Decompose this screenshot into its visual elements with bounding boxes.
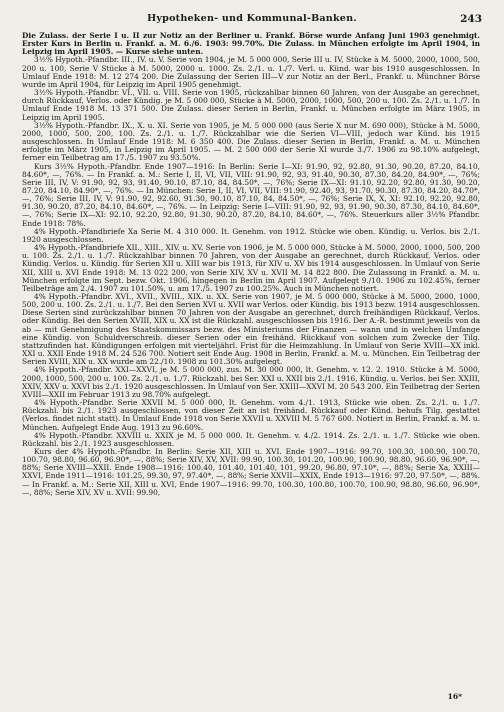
paragraph: 4% Hypoth.-Pfandbr. XXI—XXVI, je M. 5 000 000, zus. M. 30 000 000, lt. Genehm. v. 12. 2. 1910. Stücke à M. 5000, 2000, 1000, 500, 200 u. 100. Zs. 2./1. u. 1./7. Rückzahl. bei Ser. XXI u. XXII bis 2./1. 1916, Kündig. u. Verlos. bei Ser. XXIII, XXIV, XXV u. XXVI bis 2./1. 1920 ausgeschlossen. In Umlauf von Ser. XXIII—XXVI M. 20 543 200. Ein Teilbetrag der Serien XVIII—XXII im Februar 1913 zu 98.70% aufgelegt. xyxy=(22,365,480,399)
page-number: 243 xyxy=(460,13,482,25)
paragraph: 4% Hypoth.-Pfandbr. XXVIII u. XXIX je M. 5 000 000. It. Genehm. v. 4./2. 1914. Zs. 2./1. u. 1./7. Stücke wie oben. Rückzahl. bis 2./1. 1923 ausgeschlossen. xyxy=(22,430,480,448)
paragraph: 4% Hypoth.-Pfandbriefe XII., XIII., XIV. u. XV. Serie von 1906, je M. 5 000 000, Stücke à M. 5000, 2000, 1000, 500, 200 u. 100. Zs. 2./1. u. 1./7. Rückzahlbar binnen 70 Jahren, von der Ausgabe an gerechnet, durch Rückkauf, Verlos. oder Kündig. Verlos. u. Kündig. für Serien XII u. XIII war bis 1913, für XIV u. XV bis 1914 ausgeschlossen. In Umlauf von Serie XII, XIII u. XVI Ende 1918: M. 13 022 200, von Serie XIV, XV u. XVII M. 14 822 800. Die Zulassung in Frankf. a. M. u. München erfolgte im Sept. bezw. Okt. 1906, hingegen in Berlin im April 1907. Aufgelegt 9./10. 1906 zu 102.45%, ferner Teilbeträge am 2./4. 1907 zu 101.50%, u. am 17./5. 1907 zu 100.25%. Auch in München notiert. xyxy=(22,243,480,293)
paragraph: 3½% Hypoth.-Pfandbr. VI., VII. u. VIII. Serie von 1905, rückzahlbar binnen 60 Jahren, von der Ausgabe an gerechnet, durch Rückkauf, Verlos. oder Kündig. je M. 5 000 000, Stücke à M. 5000, 2000, 1000, 500, 200 u. 100. Zs. 2./1. u. 1./7. In Umlauf Ende 1918 M. 13 371 500. Die Zulass. dieser Serien in Berlin, Frankf. u. München erfolgte im März 1905, in Leipzig im April 1905. xyxy=(22,88,480,122)
document-body xyxy=(22,32,480,688)
paragraph: 4% Hypoth.-Pfandbr. XVI., XVII., XVIII., XIX. u. XX. Serie von 1907, je M. 5 000 000, Stücke à M. 5000, 2000, 1000, 500, 200 u. 100. Zs. 2./1. u. 1./7. Bei den Serien XVI u. XVII war Verlos. oder Kündig. bis 1913 bezw. 1914 ausgeschlossen. Diese Serien sind zurückzahlbar binnen 70 Jahren von der Ausgabe an gerechnet, durch freihändigen Rückkauf, Verlos. oder Kündig. Bei den Serien XVIII, XIX u. XX ist die Rückzahl. ausgeschlossen bis 1916. Der A.-R. bestimmt jeweils von da ab — mit Genehmigung des Staatskommissars bezw. des Ministeriums der Finanzen — wann und in welchen Umfange eine Kündig. von Schuldverschreib. dieser Serien oder ein freihänd. Rückkauf von solchen zum Zwecke der Tilg. stattzufinden hat. Kündigungen erfolgen mit vierteljährl. Frist für die Heimzahlung. In Umlauf von Serie XVIII—XX inkl. XXI u. XXII Ende 1918 M. 24 526 700. Notiert seit Ende Aug. 1908 in Berlin, Frankf. a. M. u. München. Ein Teilbetrag der Serien XVIII, XIX u. XX wurde am 22./10. 1908 zu 101.30% aufgelegt. xyxy=(22,292,480,367)
page-header-title: Hypotheken- und Kommunal-Banken. xyxy=(147,13,357,24)
paragraph: Kurs der 4% Hypoth.-Pfandbr. In Berlin: Serie XII, XIII u. XVI. Ende 1907—1916: 99.70, 100.30, 100.90, 100.70, 100.70, 98.80, 96.60, 96.90*, —, 88%; Serie XIV, XV, XVII: 99.90, 100.30, 101.20, 100.90, 100.90, 98.80, 96.60, 96.90*, —, 88%; Serie XVIII—XXII. Ende 1908—1916: 100.40, 101.40, 101.40, 101, 99.20, 96.80, 97.10*, —, 88%; Serie Xa, XXIII—XXVI, Ende 1911—1916: 101.25, 99.30, 97, 97.40*, —, 88%; Serie XXVII—XXIX, Ende 1913—1916: 97.20, 97.50*, —, 88%. — In Frankf. a. M.: Serie XII, XIII u. XVI, Ende 1907—1916: 99.70, 100.30, 100.80, 100.70, 100.90, 98.80, 96.60, 96.90*, —, 88%; Serie XIV, XV u. XVII: 99.90, xyxy=(22,446,480,497)
paragraph: 3½% Hypoth.-Pfandbr. III., IV. u. V. Serie von 1904, je M. 5 000 000, Serie III u. IV, Stücke à M. 5000, 2000, 1000, 500, 200 u. 100, Serie V Stücke à M. 5000, 2000 u. 1000. Zs. 2./1. u. 1./7. Verl. u. Künd. war bis 1910 ausgeschlossen. In Umlauf Ende 1918: M. 12 274 200. Die Zulassung der Serien III—V zur Notiz an der Berl., Frankf. u. Münchner Börse wurde im April 1904, für Leipzig im April 1905 genehmigt. xyxy=(22,55,480,89)
paragraph: 4% Hypoth.-Pfandbr. Serie XXVII M. 5 000 000, It. Genehm. vom 4./1. 1913, Stücke wie oben. Zs. 2./1. u. 1./7. Rückzahl. bis 2./1. 1923 ausgeschlossen, von dieser Zeit an ist freihänd. Rückkauf oder Künd. behufs Tilg. gestattet (Verlos. findet nicht statt). In Umlauf Ende 1918 von Serie XXVII u. XXVIII M. 5 767 600. Notiert in Berlin, Frankf. a. M. u. München. Aufgelegt Ende Aug. 1913 zu 96.60%. xyxy=(22,398,480,432)
paragraph: 4% Hypoth.-Pfandbriefe Xa Serie M. 4 310 000. It. Genehm. von 1912. Stücke wie oben. Kündig. u. Verlos. bis 2./1. 1920 ausgeschlossen. xyxy=(22,226,480,244)
sheet-signature: 16* xyxy=(447,692,462,701)
paragraph: 3½% Hypoth.-Pfandbr. IX., X. u. XI. Serie von 1905, je M. 5 000 000 (aus Serie X nur M. 690 000), Stücke à M. 5000, 2000, 1000, 500, 200, 100. Zs. 2./1. u. 1./7. Rückzahlbar wie die Serien VI—VIII, jedoch war Künd. bis 1915 ausgeschlossen. In Umlauf Ende 1918: M. 6 350 400. Die Zulass. dieser Serien in Berlin, Frankf. a. M. u. München erfolgte im März 1905, in Leipzig im April 1905. — M. 2 500 000 der Serie XI wurde 3./7. 1906 zu 98.10% aufgelegt, ferner ein Teilbetrag am 17./5. 1907 zu 93.50%. xyxy=(22,120,480,163)
paragraph: Die Zulass. der Serie I u. II zur Notiz an der Berliner u. Frankf. Börse wurde Anfang Juni 1903 genehmigt. Erster Kurs in Berlin u. Frankf. a. M. 6./6. 1903: 99.70%. Die Zulass. in München erfolgte im April 1904, in Leipzig im April 1905. — Kurse siehe unten. xyxy=(22,32,480,57)
running-header xyxy=(0,13,504,25)
paragraph: Kurs 3½% Hypoth.-Pfandbr. Ende 1907—1916: In Berlin: Serie I—XI: 91.90, 92, 92.80, 91.30, 90.20, 87.20, 84.10, 84.60*, —, 76%. — In Frankf. a. M.: Serie I, II, VI, VII, VIII: 91.90, 92, 93, 91.40, 90.30, 87.30, 84.20, 84.90*, —, 76%; Serie III, IV, V: 91.90, 92, 93, 91.40, 90.10, 87.10, 84, 84.50*, —, 76%; Serie IX—XI: 91.10, 92.20, 92.80, 91.30, 90.20, 87.20, 84.10, 84.90*, —, 76%. — In München: Serie I, II, VI, VII, VIII: 91.90, 92.40, 93, 91.70, 90.30, 87.30, 84.20, 84.70*, —, 76%; Serie III, IV, V: 91.90, 92, 92.60, 91.30, 90.10, 87.10, 84, 84.50*, —, 76%; Serie IX, X, XI: 92.10, 92.20, 92.80, 91.30, 90.20, 87.20, 84.10, 84.60*, —, 76%. — In Leipzig: Serie I—VIII: 91.90, 92, 93, 91.90, 90.30, 87.30, 84.10, 84.60*, —, 76%; Serie IX—XI: 92.10, 92.20, 92.80, 91.30, 90.20, 87.20, 84.10, 84.60*, —, 76%. Steuerkurs aller 3½% Pfandbr. Ende 1918: 78%. xyxy=(22,161,480,228)
